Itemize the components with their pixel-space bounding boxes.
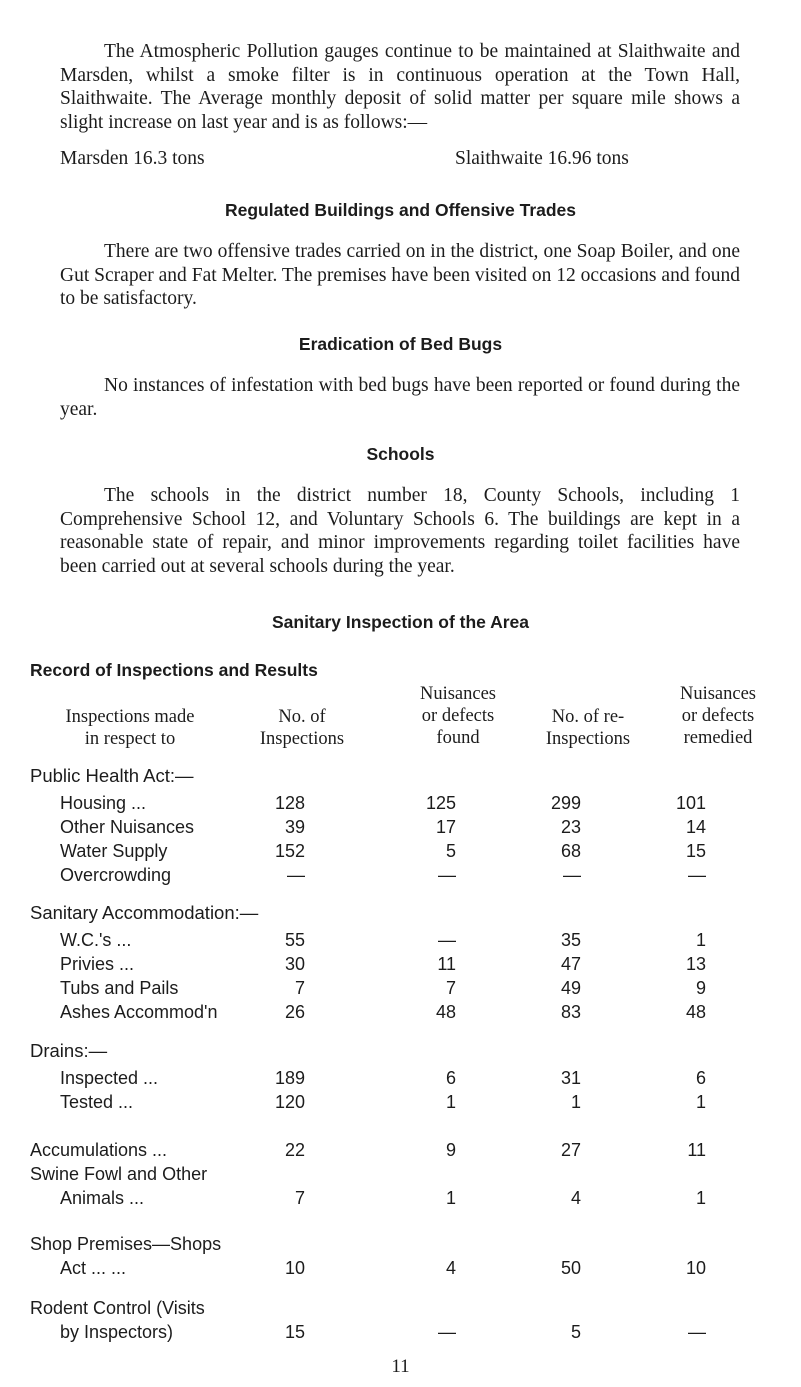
cell-found: 1	[445, 1188, 456, 1208]
row-label: Swine Fowl and Other	[30, 1164, 208, 1184]
cell-reinspections: 31	[560, 1068, 581, 1088]
cell-reinspections: 47	[560, 954, 581, 974]
row-label: Water Supply	[60, 841, 168, 861]
row-label: Tested ...	[60, 1092, 134, 1112]
table-row	[0, 865, 801, 889]
cell-reinspections: 35	[560, 930, 581, 950]
slaithwaite-deposit: Slaithwaite 16.96 tons	[455, 148, 629, 169]
cell-found: —	[438, 1322, 456, 1342]
cell-inspections: 22	[284, 1140, 305, 1160]
section-public-health: Public Health Act:—	[30, 765, 194, 786]
table-row	[0, 1092, 801, 1116]
cell-remedied: 11	[687, 1140, 706, 1160]
cell-remedied: 13	[685, 954, 706, 974]
section-sanitary-accommodation: Sanitary Accommodation:—	[30, 902, 259, 923]
row-label: Animals ...	[60, 1188, 145, 1208]
col-header-inspections: No. of Inspections	[259, 707, 345, 749]
row-label: Housing ...	[60, 793, 147, 813]
cell-found: 17	[435, 817, 456, 837]
cell-found: 4	[445, 1258, 456, 1278]
table-row	[0, 1322, 801, 1346]
row-label: by Inspectors)	[60, 1322, 174, 1342]
cell-reinspections: 5	[570, 1322, 581, 1342]
cell-inspections: 189	[274, 1068, 305, 1088]
cell-remedied: 10	[685, 1258, 706, 1278]
cell-remedied: 1	[695, 1092, 706, 1112]
cell-remedied: —	[688, 1322, 706, 1342]
cell-found: —	[438, 865, 456, 885]
row-label: Shop Premises—Shops	[30, 1234, 222, 1254]
table-row	[0, 1164, 801, 1188]
cell-found: 11	[437, 954, 456, 974]
schools-heading: Schools	[366, 444, 435, 464]
col-header-found: Nuisances or defects found	[419, 684, 497, 748]
cell-remedied: 101	[675, 793, 706, 813]
regulated-paragraph: There are two offensive trades carried on in the district, one Soap Boiler, and one Gut Scraper and Fat Melter. The premises have been visited on 12 occasions and found to be satisfactory.	[60, 241, 740, 309]
regulated-heading: Regulated Buildings and Offensive Trades	[224, 200, 577, 220]
table-row	[0, 841, 801, 865]
cell-remedied: 1	[695, 1188, 706, 1208]
table-row	[0, 930, 801, 954]
bedbugs-heading: Eradication of Bed Bugs	[298, 334, 503, 354]
section-drains: Drains:—	[30, 1040, 108, 1061]
row-label: Overcrowding	[60, 865, 172, 885]
table-row	[0, 817, 801, 841]
cell-inspections: 10	[284, 1258, 305, 1278]
sanitary-heading: Sanitary Inspection of the Area	[271, 612, 530, 632]
cell-reinspections: 50	[560, 1258, 581, 1278]
cell-remedied: 9	[695, 978, 706, 998]
cell-inspections: 55	[284, 930, 305, 950]
schools-paragraph: The schools in the district number 18, County Schools, including 1 Comprehensive School 12, and Voluntary Schools 6. The buildings are kept in a reasonable state of repair, and minor improvements regarding toilet facilities have been carried out at several schools during the year.	[60, 485, 740, 577]
cell-reinspections: 49	[560, 978, 581, 998]
cell-remedied: —	[688, 865, 706, 885]
cell-inspections: 120	[274, 1092, 305, 1112]
cell-inspections: 7	[294, 978, 305, 998]
marsden-deposit: Marsden 16.3 tons	[60, 148, 205, 169]
cell-remedied: 15	[685, 841, 706, 861]
cell-inspections: —	[287, 865, 305, 885]
cell-inspections: 7	[294, 1188, 305, 1208]
table-row	[0, 793, 801, 817]
record-heading: Record of Inspections and Results	[30, 660, 318, 680]
cell-found: 5	[445, 841, 456, 861]
table-row	[0, 1140, 801, 1164]
row-label: Rodent Control (Visits	[30, 1298, 205, 1318]
row-label: W.C.'s ...	[60, 930, 132, 950]
cell-reinspections: 68	[560, 841, 581, 861]
cell-found: 6	[445, 1068, 456, 1088]
cell-inspections: 128	[274, 793, 305, 813]
table-row	[0, 1068, 801, 1092]
cell-inspections: 26	[284, 1002, 305, 1022]
table-row	[0, 1234, 801, 1258]
row-label: Ashes Accommod'n	[60, 1002, 218, 1022]
cell-remedied: 14	[685, 817, 706, 837]
row-label: Other Nuisances	[60, 817, 195, 837]
row-label: Inspected ...	[60, 1068, 159, 1088]
col-header-remedied: Nuisances or defects remedied	[679, 684, 757, 748]
row-label: Accumulations ...	[30, 1140, 168, 1160]
cell-reinspections: 299	[550, 793, 581, 813]
cell-inspections: 152	[274, 841, 305, 861]
cell-inspections: 15	[284, 1322, 305, 1342]
cell-remedied: 1	[695, 930, 706, 950]
table-row	[0, 1188, 801, 1212]
intro-paragraph: The Atmospheric Pollution gauges continue to be maintained at Slaithwaite and Marsden, whilst a smoke filter is in continuous operation at the Town Hall, Slaithwaite. The Average monthly deposit of solid matter per square mile shows a slight increase on last year and is as follows:—	[60, 41, 740, 133]
bedbugs-paragraph: No instances of infestation with bed bugs have been reported or found during the year.	[60, 375, 740, 420]
table-row	[0, 978, 801, 1002]
row-label: Privies ...	[60, 954, 135, 974]
cell-reinspections: 4	[570, 1188, 581, 1208]
cell-found: 48	[435, 1002, 456, 1022]
cell-reinspections: 1	[570, 1092, 581, 1112]
cell-found: 1	[445, 1092, 456, 1112]
table-row	[0, 1002, 801, 1026]
cell-found: 9	[445, 1140, 456, 1160]
cell-reinspections: 23	[560, 817, 581, 837]
cell-remedied: 6	[695, 1068, 706, 1088]
cell-reinspections: 27	[560, 1140, 581, 1160]
cell-remedied: 48	[685, 1002, 706, 1022]
cell-found: —	[438, 930, 456, 950]
page-number: 11	[391, 1356, 410, 1377]
cell-inspections: 30	[284, 954, 305, 974]
table-row	[0, 1258, 801, 1282]
table-row	[0, 1298, 801, 1322]
row-label: Act ... ...	[60, 1258, 127, 1278]
col-header-reinspections: No. of re- Inspections	[545, 707, 631, 749]
col-header-respect: Inspections made in respect to	[65, 707, 195, 749]
cell-found: 125	[425, 793, 456, 813]
cell-reinspections: —	[563, 865, 581, 885]
cell-reinspections: 83	[560, 1002, 581, 1022]
cell-found: 7	[445, 978, 456, 998]
cell-inspections: 39	[284, 817, 305, 837]
table-row	[0, 954, 801, 978]
row-label: Tubs and Pails	[60, 978, 179, 998]
